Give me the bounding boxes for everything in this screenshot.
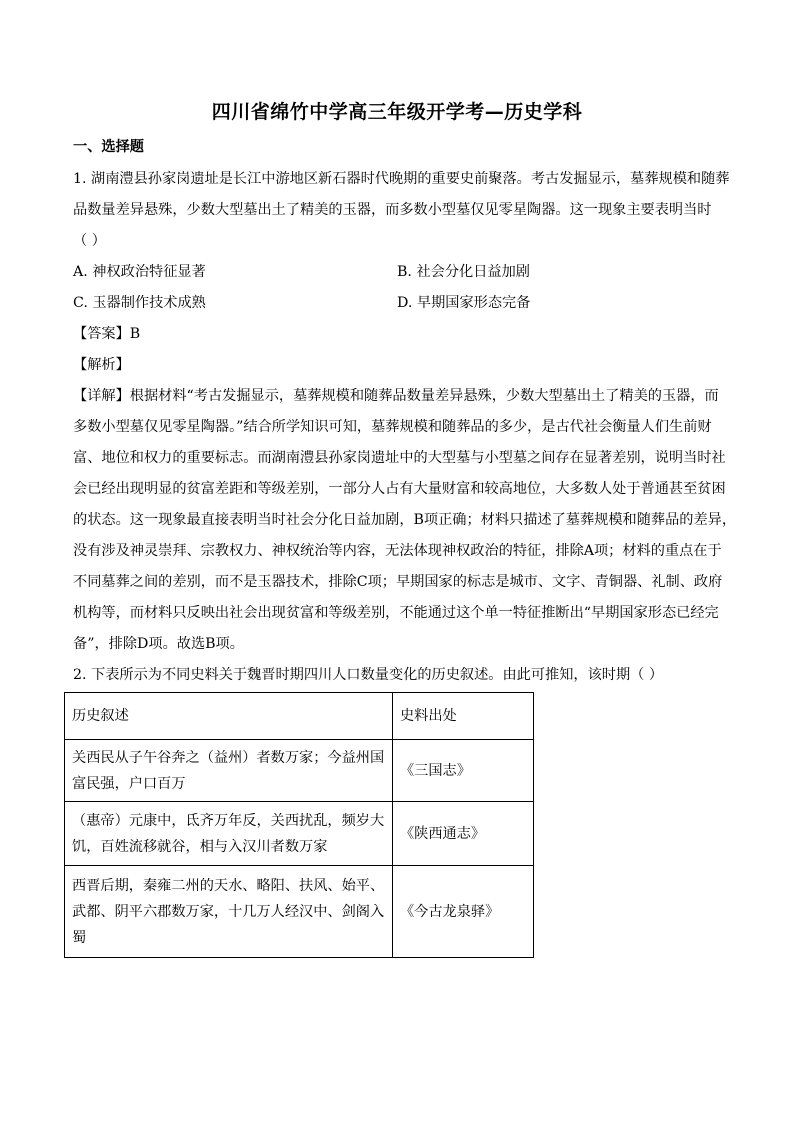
q1-detail-line-6: 没有涉及神灵崇拜、宗教权力、神权统治等内容，无法体现神权政治的特征，排除A项；材料的重点在于: [73, 543, 722, 559]
q1-detail-line-8: 机构等，而材料只反映出社会出现贫富和等级差别，不能通过这个单一特征推断出“早期国家形态已经完: [73, 605, 719, 621]
table-row: [65, 802, 534, 866]
q1-detail-line-4: 会已经出现明显的贫富差距和等级差别，一部分人占有大量财富和较高地位，大多数人处于普通甚至贫困: [73, 481, 726, 497]
q1-detail-line-1: [73, 386, 719, 406]
q1-option-b: B. 社会分化日益加剧: [397, 264, 530, 280]
narrative-line: （惠帝）元康中，氐齐万年反，关西扰乱，频岁大: [72, 812, 385, 829]
narrative-cell: [65, 866, 393, 958]
narrative-cell: [65, 740, 393, 802]
q1-detail-line-9: 备”，排除D项。故选B项。: [73, 636, 244, 652]
table-header-row: [65, 693, 534, 740]
q1-option-d: D. 早期国家形态完备: [397, 295, 531, 311]
q1-option-c: C. 玉器制作技术成熟: [73, 295, 206, 311]
q1-stem-line-2: 品数量差异悬殊，少数大型墓出土了精美的玉器，而多数小型墓仅见零星陶器。这一现象主要表明当时: [73, 202, 712, 218]
narrative-line: 富民强，户口百万: [72, 775, 186, 792]
source-table: [64, 692, 534, 958]
section-heading: 一、选择题: [73, 139, 144, 155]
source-cell: 《三国志》: [392, 740, 533, 802]
q1-detail-line-3: 富、地位和权力的重要标志。而湖南澧县孙家岗遗址中的大型墓与小型墓之间存在显著差别，说明当时社: [73, 450, 726, 466]
narrative-line: 饥，百姓流移就谷，相与入汉川者数万家: [72, 838, 328, 855]
q1-analysis-tag: 【解析】: [73, 357, 130, 373]
q1-option-a: A. 神权政治特征显著: [73, 264, 206, 280]
answer-value: B: [129, 326, 141, 342]
detail-text: 根据材料“考古发掘显示，墓葬规模和随葬品数量差异悬殊，少数大型墓出土了精美的玉器，而: [129, 388, 719, 404]
narrative-line: 蜀: [72, 929, 87, 946]
table-row: [65, 866, 534, 958]
narrative-cell: [65, 802, 393, 866]
source-cell: 《陕西通志》: [392, 802, 533, 866]
header-narrative: 历史叙述: [65, 693, 393, 740]
q1-detail-line-7: 不同墓葬之间的差别，而不是玉器技术，排除C项；早期国家的标志是城市、文字、青铜器、礼制、政府: [73, 574, 723, 590]
narrative-line: 关西民从子午谷奔之（益州）者数万家；今益州国: [72, 749, 385, 766]
q1-detail-line-2: 多数小型墓仅见零星陶器。”结合所学知识可知，墓葬规模和随葬品的多少，是古代社会衡量人们生前财: [73, 419, 712, 435]
narrative-line: 武都、阴平六郡数万家，十几万人经汉中、剑阁入: [72, 903, 385, 920]
q2-stem: 2. 下表所示为不同史料关于魏晋时期四川人口数量变化的历史叙述。由此可推知，该时期（ ）: [73, 667, 664, 683]
header-source: 史料出处: [392, 693, 533, 740]
detail-tag: 【详解】: [73, 388, 130, 404]
document-title: 四川省绵竹中学高三年级开学考—历史学科: [211, 101, 583, 123]
q1-stem-line-3: （ ）: [73, 233, 106, 249]
q1-answer: [73, 324, 140, 344]
source-cell: 《今古龙泉驿》: [392, 866, 533, 958]
q1-stem-line-1: 1. 湖南澧县孙家岗遗址是长江中游地区新石器时代晚期的重要史前聚落。考古发掘显示，墓葬规模和随葬: [73, 171, 730, 187]
answer-tag: 【答案】: [73, 326, 130, 342]
narrative-line: 西晋后期，秦雍二州的天水、略阳、扶风、始平、: [72, 877, 385, 894]
q1-detail-line-5: 的状态。这一现象最直接表明当时社会分化日益加剧，B项正确；材料只描述了墓葬规模和随葬品的差异，: [73, 512, 737, 528]
table-row: [65, 740, 534, 802]
